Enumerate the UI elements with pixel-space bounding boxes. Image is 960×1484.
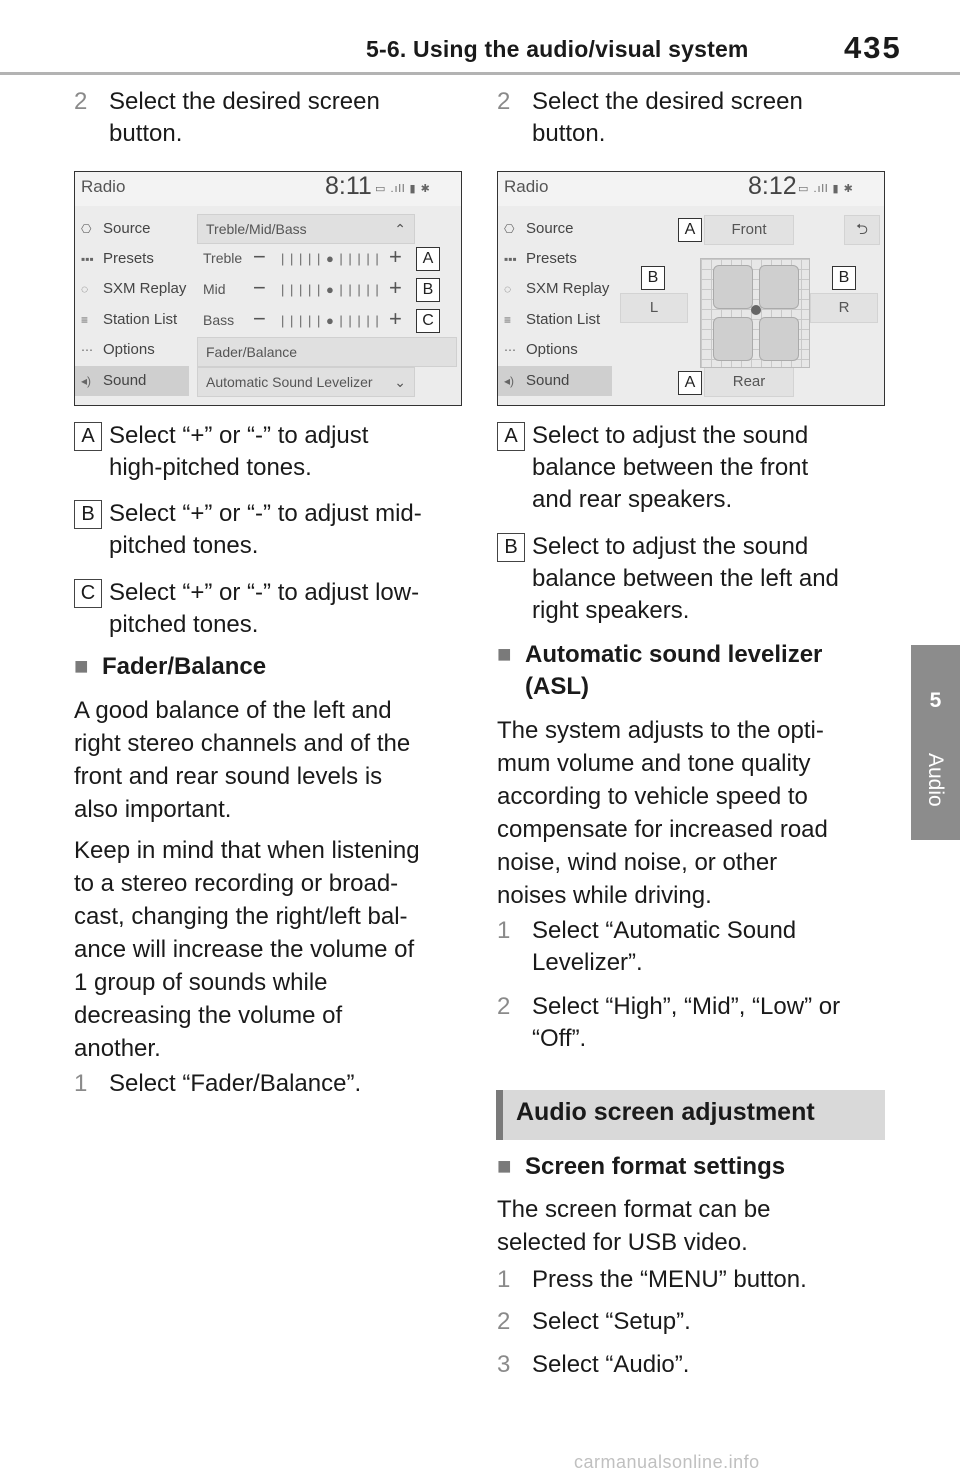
rear-left-seat <box>713 317 753 361</box>
options-icon: ⋯ <box>81 343 93 357</box>
section-header-title: Audio screen adjustment <box>516 1098 815 1126</box>
section-header-bar <box>496 1090 503 1140</box>
chevron-up-icon: ⌃ <box>394 221 406 237</box>
fader-paragraph <box>74 694 464 826</box>
text-line: decreasing the volume of <box>74 1002 343 1029</box>
fader-balance-row[interactable] <box>197 337 457 367</box>
stereo-paragraph <box>74 834 464 1065</box>
treble-mid-bass-header[interactable] <box>197 214 415 244</box>
callout-badge: A <box>74 422 102 451</box>
menu-item-options[interactable] <box>504 335 612 365</box>
status-icons: ▭ .ıll ▮ ✱ <box>798 183 854 195</box>
menu-label: Sound <box>103 372 147 389</box>
speaker-icon: ◂) <box>504 374 515 388</box>
menu-label: Presets <box>526 250 577 267</box>
mid-plus-button[interactable]: + <box>389 275 402 300</box>
callout-text-line: Select to adjust the sound <box>532 422 809 449</box>
badge-a-rear: A <box>678 371 702 395</box>
callout-text-line: pitched tones. <box>109 611 259 638</box>
step-number: 1 <box>497 917 511 944</box>
step-text: Select the desired screen button. <box>109 88 380 147</box>
asl-paragraph <box>497 714 887 912</box>
chapter-number: 5 <box>929 689 942 712</box>
callout-a <box>74 420 464 484</box>
chevron-down-icon: ⌄ <box>394 374 406 390</box>
screen-format-heading <box>497 1151 785 1183</box>
row-label: Bass <box>203 312 235 328</box>
treble-plus-button[interactable]: + <box>389 244 402 269</box>
step-text: Select “High”, “Mid”, “Low” or <box>532 993 841 1020</box>
screen-step-2 <box>497 1306 887 1340</box>
screen-status-bar <box>75 172 461 206</box>
text-line: another. <box>74 1035 161 1062</box>
badge-b-right: B <box>832 266 856 290</box>
row-label: Treble <box>203 250 243 266</box>
text-line: A good balance of the left and <box>74 697 392 724</box>
header-divider <box>0 72 960 75</box>
text-line: noises while driving. <box>497 882 712 909</box>
square-bullet: ■ <box>497 1153 512 1180</box>
callout-b-left-right <box>497 531 887 627</box>
text-line: 1 group of sounds while <box>74 969 328 996</box>
screen-clock: 8:11 <box>325 172 372 200</box>
text-line: to a stereo recording or broad- <box>74 870 399 897</box>
group-label: Treble/Mid/Bass <box>206 221 307 237</box>
replay-icon: ◌ <box>81 282 89 296</box>
badge-c: C <box>416 309 440 333</box>
screen-step-1 <box>497 1264 887 1298</box>
step-number: 2 <box>497 993 511 1020</box>
front-left-seat <box>713 265 753 309</box>
mid-level-bar[interactable]: | | | | | ● | | | | | <box>281 282 380 297</box>
menu-item-source[interactable] <box>504 214 612 244</box>
rear-right-seat <box>759 317 799 361</box>
callout-c <box>74 577 464 641</box>
page-number: 435 <box>844 30 902 65</box>
text-line: right stereo channels and of the <box>74 730 411 757</box>
callout-badge: B <box>74 500 102 529</box>
text-line: noise, wind noise, or other <box>497 849 778 876</box>
screen-status-bar <box>498 172 884 206</box>
treble-minus-button[interactable]: − <box>253 244 266 269</box>
callout-text-line: high-pitched tones. <box>109 454 312 481</box>
callout-text-line: Select “+” or “-” to adjust mid- <box>109 500 422 527</box>
screen-clock: 8:12 <box>748 172 797 200</box>
menu-item-sxm-replay[interactable] <box>504 274 612 304</box>
badge-b: B <box>416 278 440 302</box>
screen-format-paragraph <box>497 1193 887 1259</box>
callout-text-line: Select “+” or “-” to adjust <box>109 422 369 449</box>
text-line: compensate for increased road <box>497 816 828 843</box>
badge-a: A <box>416 247 440 271</box>
step-number: 1 <box>74 1070 88 1097</box>
heading-text: (ASL) <box>525 673 589 700</box>
callout-text-line: Select “+” or “-” to adjust low- <box>109 579 420 606</box>
screen-side-menu <box>498 212 614 402</box>
watermark: carmanualsonline.info <box>574 1452 760 1472</box>
screen-step-3 <box>497 1349 887 1383</box>
menu-item-presets[interactable] <box>81 244 189 274</box>
callout-text-line: balance between the left and <box>532 565 839 592</box>
step-text: Select “Fader/Balance”. <box>109 1070 362 1097</box>
asl-heading <box>497 639 887 705</box>
menu-item-sxm-replay[interactable] <box>81 274 189 304</box>
callout-text-line: pitched tones. <box>109 532 259 559</box>
section-title: 5-6. Using the audio/visual system <box>366 36 749 62</box>
fader-label: Fader/Balance <box>206 344 298 360</box>
menu-label: Presets <box>103 250 154 267</box>
fader-balance-heading <box>74 651 266 683</box>
step-number: 3 <box>497 1351 511 1378</box>
row-label: Mid <box>203 281 226 297</box>
menu-item-options[interactable] <box>81 335 189 365</box>
asl-label: Automatic Sound Levelizer <box>206 374 373 390</box>
front-right-seat <box>759 265 799 309</box>
text-line: according to vehicle speed to <box>497 783 808 810</box>
step-number: 2 <box>74 88 88 115</box>
square-bullet: ■ <box>74 653 89 680</box>
screen-app-title: Radio <box>504 177 549 196</box>
callout-badge: B <box>497 533 525 562</box>
asl-row[interactable] <box>197 367 415 397</box>
menu-label: Options <box>103 341 155 358</box>
screen-app-title: Radio <box>81 177 126 196</box>
callout-text-line: balance between the front <box>532 454 809 481</box>
asl-step-2 <box>497 991 887 1057</box>
bass-level-bar[interactable]: | | | | | ● | | | | | <box>281 313 380 328</box>
menu-label: Source <box>526 220 574 237</box>
fader-balance-screen <box>497 171 885 406</box>
asl-step-1 <box>497 915 887 981</box>
list-icon: ≡ <box>81 313 89 327</box>
callout-b <box>74 498 464 562</box>
source-icon: ⎔ <box>504 222 515 236</box>
menu-item-station-list[interactable] <box>504 305 612 335</box>
replay-icon: ◌ <box>504 282 512 296</box>
text-line: The system adjusts to the opti- <box>497 717 824 744</box>
menu-item-sound[interactable] <box>75 366 189 396</box>
balance-point[interactable] <box>751 305 761 315</box>
front-button[interactable]: Front <box>704 215 794 245</box>
step-text: Press the “MENU” button. <box>532 1266 807 1293</box>
badge-b-left: B <box>641 266 665 290</box>
text-line: also important. <box>74 796 232 823</box>
presets-icon: ▪▪▪ <box>81 252 94 266</box>
callout-a-front-rear <box>497 420 887 516</box>
tone-settings-screen <box>74 171 462 406</box>
heading-text: Screen format settings <box>525 1153 786 1180</box>
heading-text: Automatic sound levelizer <box>525 641 823 668</box>
step-text: Select “Setup”. <box>532 1308 691 1335</box>
back-icon[interactable]: ⮌ <box>844 215 880 245</box>
left-step-1 <box>74 1068 464 1102</box>
callout-badge: A <box>497 422 525 451</box>
right-step-2 <box>497 86 887 156</box>
balance-grid[interactable] <box>700 258 810 368</box>
step-text: Select the desired screen button. <box>532 88 803 147</box>
text-line: front and rear sound levels is <box>74 763 383 790</box>
step-text: “Off”. <box>532 1025 587 1052</box>
badge-a-front: A <box>678 218 702 242</box>
presets-icon: ▪▪▪ <box>504 252 517 266</box>
mid-minus-button[interactable]: − <box>253 275 266 300</box>
chapter-label: Audio <box>924 753 947 807</box>
menu-label: Options <box>526 341 578 358</box>
menu-item-source[interactable] <box>81 214 189 244</box>
text-line: ance will increase the volume of <box>74 936 415 963</box>
section-header-box <box>496 1090 885 1140</box>
menu-label: Station List <box>103 311 178 328</box>
text-line: The screen format can be <box>497 1196 771 1223</box>
menu-label: SXM Replay <box>526 280 610 297</box>
list-icon: ≡ <box>504 313 512 327</box>
treble-level-bar[interactable]: | | | | | ● | | | | | <box>281 251 380 266</box>
source-icon: ⎔ <box>81 222 92 236</box>
text-line: Keep in mind that when listening <box>74 837 420 864</box>
menu-label: SXM Replay <box>103 280 187 297</box>
step-text: Levelizer”. <box>532 949 643 976</box>
step-number: 2 <box>497 88 511 115</box>
right-balance-button[interactable]: R <box>810 293 878 323</box>
rear-button[interactable]: Rear <box>704 367 794 397</box>
step-text: Select “Audio”. <box>532 1351 690 1378</box>
bass-plus-button[interactable]: + <box>389 306 402 331</box>
text-line: selected for USB video. <box>497 1229 748 1256</box>
left-step-2 <box>74 86 464 156</box>
callout-text-line: right speakers. <box>532 597 690 624</box>
step-text: Select “Automatic Sound <box>532 917 797 944</box>
step-number: 1 <box>497 1266 511 1293</box>
bass-minus-button[interactable]: − <box>253 306 266 331</box>
callout-badge: C <box>74 579 102 608</box>
menu-label: Sound <box>526 372 570 389</box>
text-line: mum volume and tone quality <box>497 750 811 777</box>
heading-text: Fader/Balance <box>102 653 267 680</box>
screen-side-menu <box>75 212 191 402</box>
speaker-icon: ◂) <box>81 374 92 388</box>
menu-item-sound[interactable] <box>498 366 612 396</box>
step-number: 2 <box>497 1308 511 1335</box>
menu-label: Source <box>103 220 151 237</box>
callout-text-line: Select to adjust the sound <box>532 533 809 560</box>
menu-label: Station List <box>526 311 601 328</box>
menu-item-station-list[interactable] <box>81 305 189 335</box>
text-line: cast, changing the right/left bal- <box>74 903 408 930</box>
menu-item-presets[interactable] <box>504 244 612 274</box>
options-icon: ⋯ <box>504 343 516 357</box>
chapter-tab <box>911 645 960 840</box>
square-bullet: ■ <box>497 641 512 668</box>
callout-text-line: and rear speakers. <box>532 486 733 513</box>
left-balance-button[interactable]: L <box>620 293 688 323</box>
status-icons: ▭ .ıll ▮ ✱ <box>375 183 431 195</box>
